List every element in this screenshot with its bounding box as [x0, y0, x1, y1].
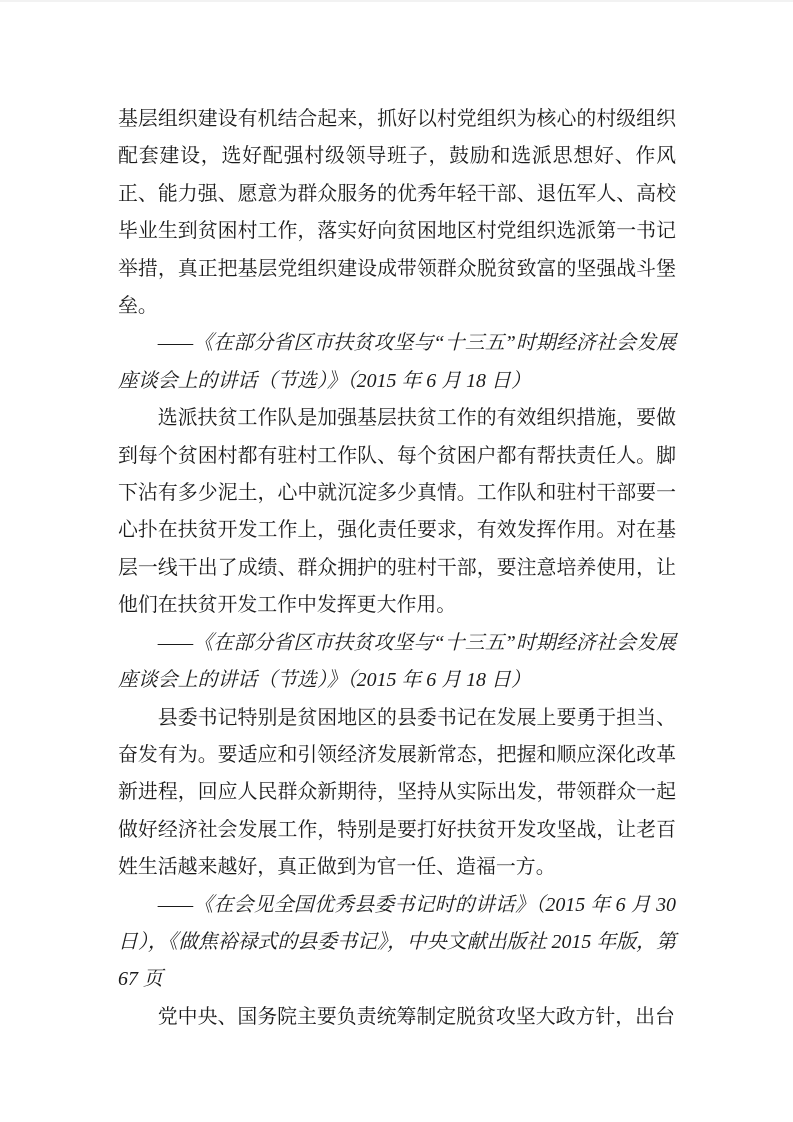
citation-source: ——《在会见全国优秀县委书记时的讲话》（2015 年 6 月 30 日），《做焦裕禄式的县委书记》，中央文献出版社 2015 年版，第 67 页 [118, 893, 676, 991]
body-paragraph: 选派扶贫工作队是加强基层扶贫工作的有效组织措施，要做到每个贫困村都有驻村工作队、每个贫困户都有帮扶责任人。脚下沾有多少泥土，心中就沉淀多少真情。工作队和驻村干部要一心扑在扶贫开发工作上，强化责任要求，有效发挥作用。对在基层一线干出了成绩、群众拥护的驻村干部，要注意培养使用，让他们在扶贫开发工作中发挥更大作用。 [118, 407, 676, 617]
body-paragraph: 党中央、国务院主要负责统筹制定脱贫攻坚大政方针，出台 [157, 1005, 675, 1028]
body-paragraph-continued: 基层组织建设有机结合起来，抓好以村党组织为核心的村级组织配套建设，选好配强村级领导班子，鼓励和选派思想好、作风正、能力强、愿意为群众服务的优秀年轻干部、退伍军人、高校毕业生到贫困村工作，落实好向贫困地区村党组织选派第一书记举措，真正把基层党组织建设成带领群众脱贫致富的坚强战斗堡垒。 [118, 108, 676, 318]
citation-source: ——《在部分省区市扶贫攻坚与“十三五”时期经济社会发展座谈会上的讲话（节选）》（2015 年 6 月 18 日） [118, 332, 676, 392]
citation-source: ——《在部分省区市扶贫攻坚与“十三五”时期经济社会发展座谈会上的讲话（节选）》（2015 年 6 月 18 日） [118, 631, 676, 692]
body-paragraph: 县委书记特别是贫困地区的县委书记在发展上要勇于担当、奋发有为。要适应和引领经济发展新常态，把握和顺应深化改革新进程，回应人民群众新期待，坚持从实际出发，带领群众一起做好经济社会发展工作，特别是要打好扶贫开发攻坚战，让老百姓生活越来越好，真正做到为官一任、造福一方。 [118, 706, 676, 879]
document-page [0, 2, 793, 1122]
document-text-block [118, 101, 676, 1036]
